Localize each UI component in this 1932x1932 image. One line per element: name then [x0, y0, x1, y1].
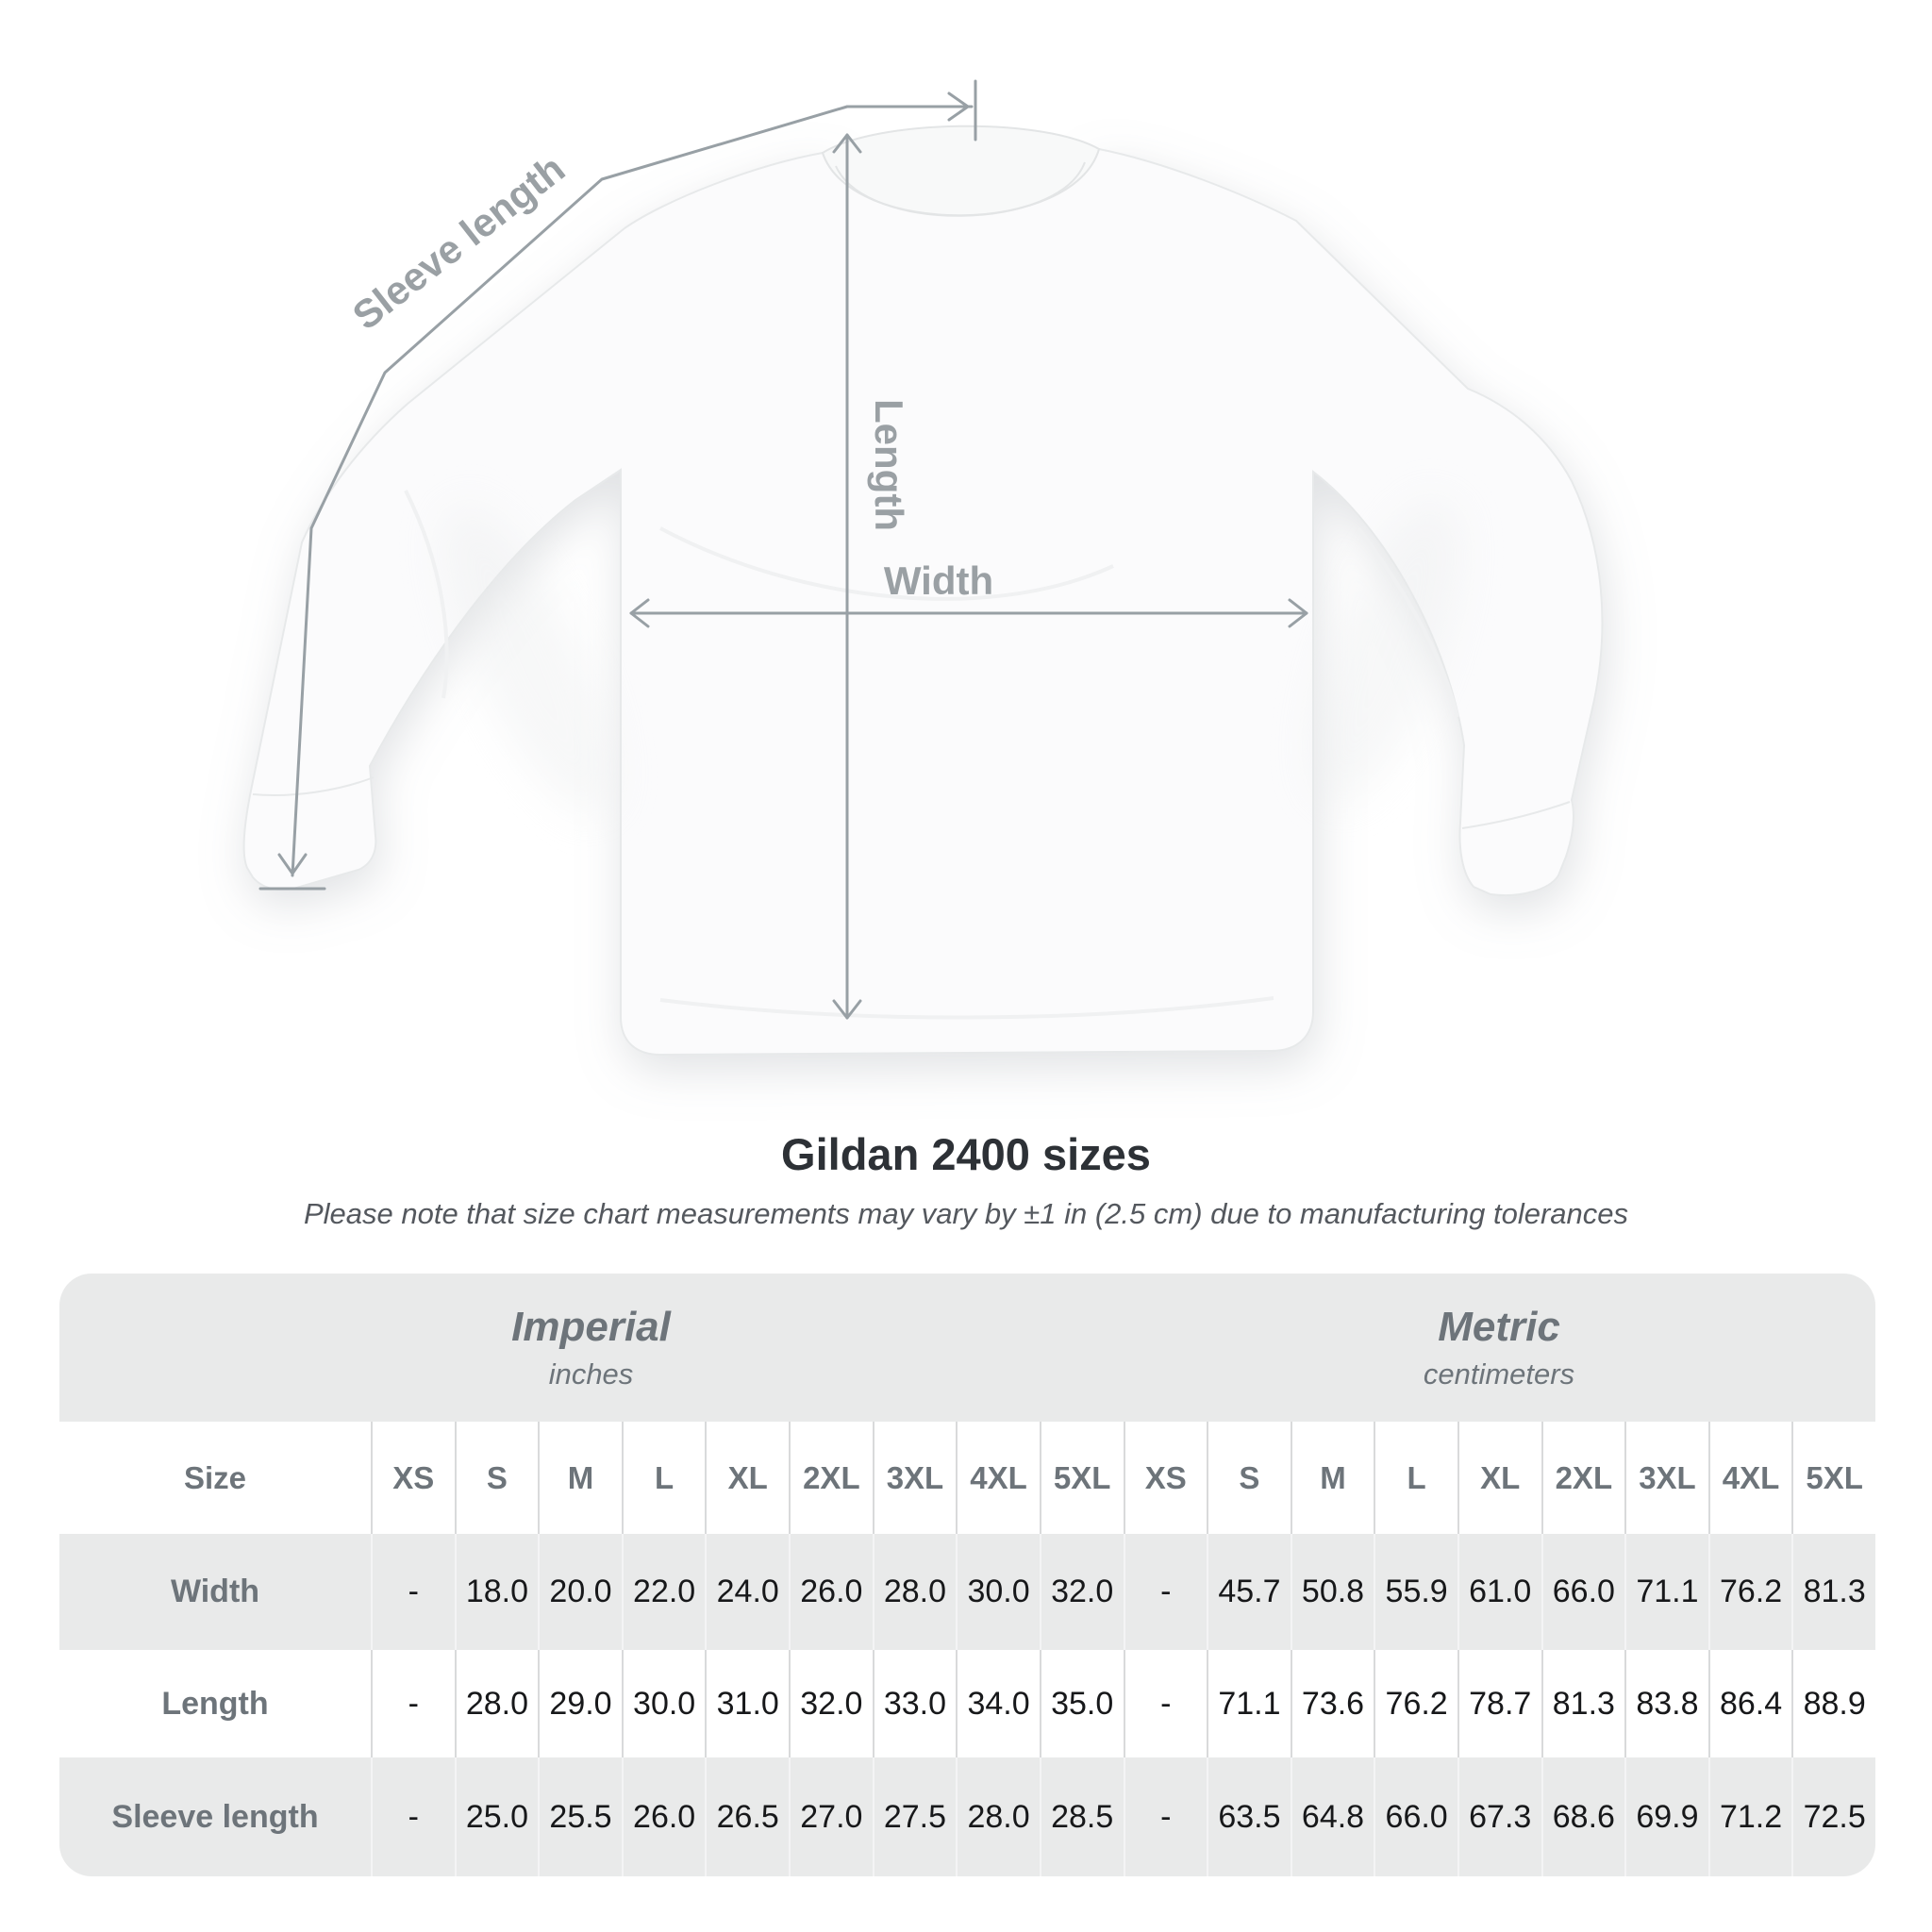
value-cell: 76.2 — [1708, 1534, 1792, 1650]
value-cell: 26.5 — [705, 1757, 789, 1876]
sleeve-length-label: Sleeve length — [343, 145, 574, 339]
value-cell: 24.0 — [705, 1534, 789, 1650]
value-cell: 34.0 — [956, 1650, 1040, 1757]
value-cell: 83.8 — [1624, 1650, 1708, 1757]
value-cell: 32.0 — [1040, 1534, 1124, 1650]
size-header-cell: 3XL — [1624, 1422, 1708, 1534]
size-table — [59, 1274, 1875, 1876]
size-header-cell: XS — [371, 1422, 455, 1534]
value-cell: 67.3 — [1457, 1757, 1541, 1876]
value-cell: 76.2 — [1374, 1650, 1457, 1757]
value-cell: 30.0 — [622, 1650, 706, 1757]
value-cell: 71.1 — [1624, 1534, 1708, 1650]
value-cell: 22.0 — [622, 1534, 706, 1650]
value-cell: 68.6 — [1541, 1757, 1625, 1876]
value-cell: - — [371, 1650, 455, 1757]
value-cell: 32.0 — [789, 1650, 873, 1757]
length-label: Length — [867, 399, 911, 531]
metric-unit: centimeters — [1423, 1357, 1575, 1391]
row-label: Sleeve length — [111, 1798, 319, 1835]
table-row-length — [59, 1650, 1875, 1757]
value-cell: 28.0 — [956, 1757, 1040, 1876]
value-cell: 66.0 — [1374, 1757, 1457, 1876]
value-cell: - — [371, 1534, 455, 1650]
size-header-cell: XS — [1124, 1422, 1208, 1534]
value-cell: 66.0 — [1541, 1534, 1625, 1650]
value-cell: 71.2 — [1708, 1757, 1792, 1876]
size-header-cell: L — [1374, 1422, 1457, 1534]
page-title: Gildan 2400 sizes — [781, 1129, 1151, 1179]
value-cell: 27.0 — [789, 1757, 873, 1876]
imperial-label: Imperial — [511, 1304, 671, 1350]
value-cell: 20.0 — [538, 1534, 622, 1650]
value-cell: 18.0 — [455, 1534, 539, 1650]
value-cell: 45.7 — [1207, 1534, 1291, 1650]
value-cell: 28.5 — [1040, 1757, 1124, 1876]
size-header-cell: M — [538, 1422, 622, 1534]
size-header-cell: 4XL — [956, 1422, 1040, 1534]
value-cell: 25.5 — [538, 1757, 622, 1876]
value-cell: 35.0 — [1040, 1650, 1124, 1757]
size-header-cell: S — [455, 1422, 539, 1534]
value-cell: 26.0 — [622, 1757, 706, 1876]
value-cell: 28.0 — [873, 1534, 957, 1650]
table-row-sleeve-length — [59, 1757, 1875, 1876]
unit-group-header — [59, 1274, 1875, 1422]
value-cell: - — [371, 1757, 455, 1876]
size-col-header: Size — [183, 1459, 247, 1495]
size-header-cell: XL — [705, 1422, 789, 1534]
size-header-cell: S — [1207, 1422, 1291, 1534]
value-cell: 30.0 — [956, 1534, 1040, 1650]
table-row-width — [59, 1534, 1875, 1650]
size-header-cell: 2XL — [789, 1422, 873, 1534]
value-cell: 72.5 — [1791, 1757, 1875, 1876]
value-cell: 31.0 — [705, 1650, 789, 1757]
value-cell: 88.9 — [1791, 1650, 1875, 1757]
width-label: Width — [883, 558, 994, 603]
value-cell: 26.0 — [789, 1534, 873, 1650]
value-cell: 81.3 — [1541, 1650, 1625, 1757]
value-cell: 29.0 — [538, 1650, 622, 1757]
value-cell: 63.5 — [1207, 1757, 1291, 1876]
size-header-cell: 5XL — [1040, 1422, 1124, 1534]
value-cell: 69.9 — [1624, 1757, 1708, 1876]
value-cell: - — [1124, 1534, 1208, 1650]
imperial-unit: inches — [548, 1357, 634, 1391]
value-cell: 64.8 — [1291, 1757, 1374, 1876]
size-header-cell: 4XL — [1708, 1422, 1792, 1534]
size-header-cell: M — [1291, 1422, 1374, 1534]
imperial-header — [59, 1274, 1123, 1422]
value-cell: 81.3 — [1791, 1534, 1875, 1650]
value-cell: 55.9 — [1374, 1534, 1457, 1650]
size-header-cell: L — [622, 1422, 706, 1534]
tolerance-note: Please note that size chart measurements may vary by ±1 in (2.5 cm) due to manufacturing tolerances — [303, 1197, 1629, 1230]
value-cell: 78.7 — [1457, 1650, 1541, 1757]
value-cell: 71.1 — [1207, 1650, 1291, 1757]
row-label: Width — [170, 1574, 260, 1609]
size-header-cell: 5XL — [1791, 1422, 1875, 1534]
value-cell: 28.0 — [455, 1650, 539, 1757]
metric-label: Metric — [1438, 1304, 1560, 1350]
size-header-row — [59, 1422, 1875, 1534]
value-cell: 25.0 — [455, 1757, 539, 1876]
size-header-cell: 3XL — [873, 1422, 957, 1534]
value-cell: 61.0 — [1457, 1534, 1541, 1650]
size-header-cell: 2XL — [1541, 1422, 1625, 1534]
size-header-cell: XL — [1457, 1422, 1541, 1534]
value-cell: 73.6 — [1291, 1650, 1374, 1757]
value-cell: 27.5 — [873, 1757, 957, 1876]
value-cell: 33.0 — [873, 1650, 957, 1757]
value-cell: - — [1124, 1757, 1208, 1876]
value-cell: - — [1124, 1650, 1208, 1757]
value-cell: 86.4 — [1708, 1650, 1792, 1757]
metric-header — [1123, 1274, 1875, 1422]
row-label: Length — [161, 1685, 269, 1722]
value-cell: 50.8 — [1291, 1534, 1374, 1650]
